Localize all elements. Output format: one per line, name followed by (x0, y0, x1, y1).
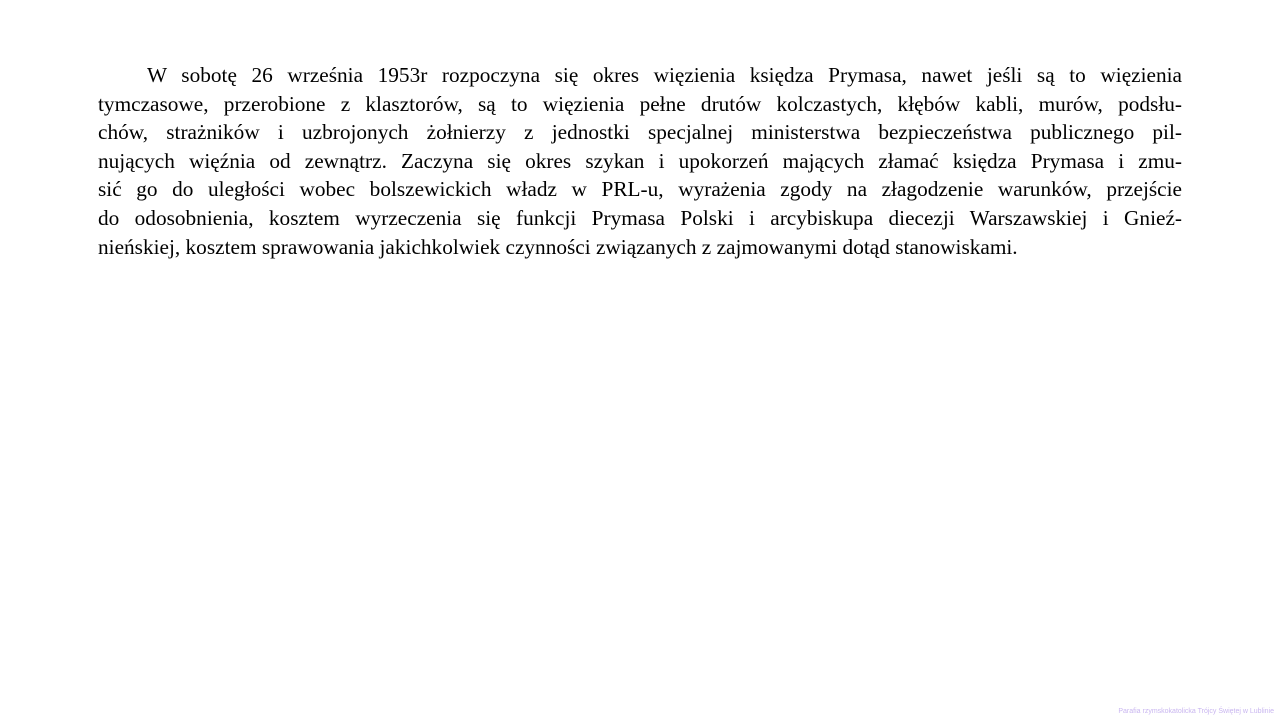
paragraph-line-1: W sobotę 26 września 1953r rozpoczyna się okres więzienia księdza Prymasa, nawet jeśli są to więzienia (147, 63, 1182, 87)
paragraph-line-7: nieńskiej, kosztem sprawowania jakichkolwiek czynności związanych z zajmowanymi dotąd stanowiskami. (98, 234, 1018, 259)
paragraph-line-2: tymczasowe, przerobione z klasztorów, są to więzienia pełne drutów kolczastych, kłębów kabli, murów, podsłu- (98, 91, 1182, 116)
paragraph-line-5: sić go do uległości wobec bolszewickich władz w PRL-u, wyrażenia zgody na złagodzenie warunków, przejście (98, 177, 1182, 202)
paragraph-line-3: chów, strażników i uzbrojonych żołnierzy z jednostki specjalnej ministerstwa bezpieczeństwa publicznego pil- (98, 120, 1182, 145)
body-paragraph (98, 61, 1182, 261)
paragraph-line-4: nujących więźnia od zewnątrz. Zaczyna się okres szykan i upokorzeń mających złamać księdza Prymasa i zmu- (98, 148, 1182, 173)
paragraph-line-6: do odosobnienia, kosztem wyrzeczenia się funkcji Prymasa Polski i arcybiskupa diecezji Warszawskiej i Gnieź- (98, 205, 1182, 230)
footer-parish-name: Parafia rzymskokatolicka Trójcy Świętej w Lublinie (1118, 708, 1274, 715)
